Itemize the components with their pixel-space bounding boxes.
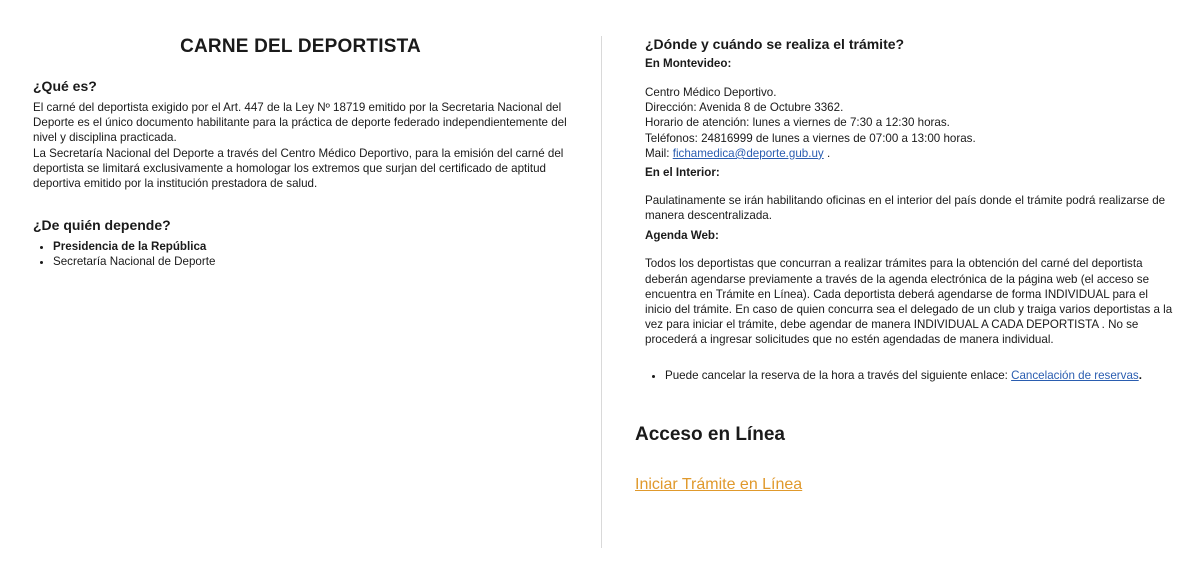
phones: Teléfonos: 24816999 de lunes a viernes de 07:00 a 13:00 horas.: [645, 131, 976, 145]
start-online-procedure-link[interactable]: Iniciar Trámite en Línea: [635, 476, 803, 493]
que-es-paragraph-2: La Secretaría Nacional del Deporte a través del Centro Médico Deportivo, para la emisión del carné del deportista se limitará exclusivamente a homologar los extremos que surjan del certificado de aptitud deportiva emitido por la institución prestadora de salud.: [33, 146, 564, 191]
mail-label: Mail:: [645, 146, 670, 160]
depende-list: [33, 239, 568, 269]
que-es-paragraph-1: El carné del deportista exigido por el Art. 447 de la Ley Nº 18719 emitido por la Secretaria Nacional del Deporte es el único documento habilitante para la práctica de deporte federado independientemente del nivel y disciplina practicada.: [33, 101, 567, 145]
agenda-text: Todos los deportistas que concurran a realizar trámites para la obtención del carné del deportista deberán agendarse previamente a través de la agenda electrónica de la página web (el acceso se encuentra en Trámite en Línea). Cada deportista deberá agendarse de forma INDIVIDUAL para el inicio del trámite. En caso de quien concurra sea el delegado de un club y traiga varios deportistas a la vez para iniciar el trámite, debe agendar de manera INDIVIDUAL A CADA DEPORTISTA . No se procederá a ingresar solicitudes que no estén agendadas de manera individual.: [645, 257, 1173, 347]
agenda-label: Agenda Web:: [645, 229, 719, 243]
center-name: Centro Médico Deportivo.: [645, 86, 777, 99]
list-item: • Secretaría Nacional de Deporte: [53, 254, 568, 269]
column-divider: [601, 36, 602, 548]
right-column: [645, 36, 1175, 383]
list-item: [665, 368, 1175, 383]
interior-label: En el Interior:: [645, 166, 720, 180]
mail-line: [645, 146, 1175, 161]
mail-link[interactable]: fichamedica@deporte.gub.uy: [672, 146, 824, 160]
acceso-heading: Acceso en Línea: [635, 424, 785, 445]
interior-text: Paulatinamente se irán habilitando oficinas en el interior del país donde el trámite podrá realizarse de manera descentralizada.: [645, 194, 1166, 223]
que-es-heading: ¿Qué es?: [33, 78, 97, 94]
opening-hours: Horario de atención: lunes a viernes de 7:30 a 12:30 horas.: [645, 116, 950, 130]
page-title: CARNE DEL DEPORTISTA: [180, 36, 421, 57]
donde-heading: ¿Dónde y cuándo se realiza el trámite?: [645, 36, 905, 52]
montevideo-label: En Montevideo:: [645, 57, 732, 70]
cancel-list: [645, 368, 1175, 383]
cancel-suffix: .: [1138, 368, 1142, 382]
address: Dirección: Avenida 8 de Octubre 3362.: [645, 101, 844, 115]
cancel-text: Puede cancelar la reserva de la hora a través del siguiente enlace:: [665, 368, 1008, 382]
left-column: [33, 36, 568, 270]
mail-suffix: .: [826, 146, 831, 160]
cancel-reservations-link[interactable]: Cancelación de reservas: [1011, 368, 1139, 382]
list-item: • Presidencia de la República: [53, 239, 568, 254]
depende-heading: ¿De quién depende?: [33, 217, 171, 234]
